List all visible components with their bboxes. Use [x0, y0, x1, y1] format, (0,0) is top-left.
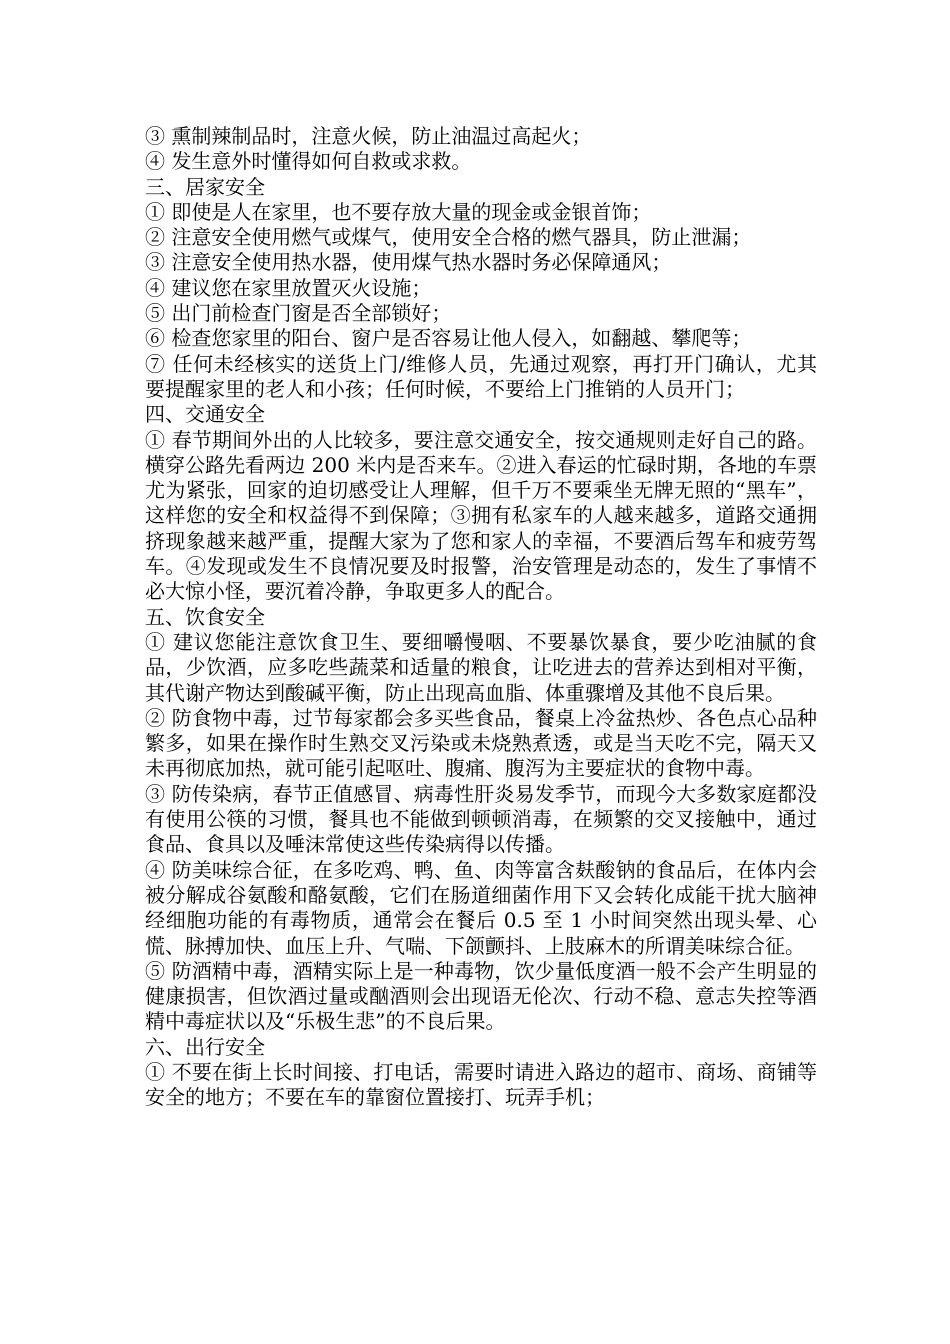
list-item-infectious-disease: ③ 防传染病，春节正值感冒、病毒性肝炎易发季节，而现今大多数家庭都没有使用公筷的习惯，餐具也不能做到顿顿消毒，在频繁的交叉接触中，通过食品、食具以及唾沫常使这些传染病得以传播。 — [145, 781, 817, 857]
list-item-water-heater: ③ 注意安全使用热水器，使用煤气热水器时务必保障通风； — [145, 250, 672, 275]
list-item-door-visitors: ⑦ 任何未经核实的送货上门/维修人员，先通过观察，再打开门确认，尤其要提醒家里的老人和小孩；任何时候，不要给上门推销的人员开门； — [145, 351, 817, 401]
list-item-msg-syndrome: ④ 防美味综合征，在多吃鸡、鸭、鱼、肉等富含麸酸钠的食品后，在体内会被分解成谷氨酸和酪氨酸，它们在肠道细菌作用下又会转化成能干扰大脑神经细胞功能的有毒物质，通常会在餐后 0.5 至 1 小时间突然出现头晕、心慌、脉搏加快、血压上升、气喘、下颌颤抖、上肢麻木的所谓美味综合征。 — [145, 857, 817, 958]
list-item-emergency-help: ④ 发生意外时懂得如何自救或求救。 — [145, 149, 472, 174]
list-item-alcohol-poisoning: ⑤ 防酒精中毒，酒精实际上是一种毒物，饮少量低度酒一般不会产生明显的健康损害，但饮酒过量或酗酒则会出现语无伦次、行动不稳、意志失控等酒精中毒症状以及“乐极生悲”的不良后果。 — [145, 958, 817, 1034]
paragraph-traffic-rules: ① 春节期间外出的人比较多，要注意交通安全，按交通规则走好自己的路。横穿公路先看两边 200 米内是否来车。②进入春运的忙碌时期，各地的车票尤为紧张，回家的迫切感受让人理解，但千万不要乘坐无牌无照的“黑车”，这样您的安全和权益得不到保障；③拥有私家车的人越来越多，道路交通拥挤现象越来越严重，提醒大家为了您和家人的幸福，不要酒后驾车和疲劳驾车。④发现或发生不良情况要及时报警，治安管理是动态的，发生了事情不必大惊小怪，要沉着冷静，争取更多人的配合。 — [145, 427, 817, 604]
document-body — [145, 124, 817, 1111]
list-item-diet-hygiene: ① 建议您能注意饮食卫生、要细嚼慢咽、不要暴饮暴食，要少吃油腻的食品，少饮酒，应多吃些蔬菜和适量的粮食，让吃进去的营养达到相对平衡，其代谢产物达到酸碱平衡，防止出现高血脂、体重骤增及其他不良后果。 — [145, 629, 817, 705]
list-item-cash-jewelry: ① 即使是人在家里，也不要存放大量的现金或金银首饰； — [145, 199, 652, 224]
section-heading-home-safety: 三、居家安全 — [145, 174, 265, 199]
list-item-food-poisoning: ② 防食物中毒，过节每家都会多买些食品，餐桌上冷盆热炒、各色点心品种繁多，如果在操作时生熟交叉污染或未烧熟煮透，或是当天吃不完，隔天又未再彻底加热，就可能引起呕吐、腹痛、腹泻为主要症状的食物中毒。 — [145, 705, 817, 781]
list-item-phone-safety: ① 不要在街上长时间接、打电话，需要时请进入路边的超市、商场、商铺等安全的地方；不要在车的靠窗位置接打、玩弄手机； — [145, 1059, 817, 1110]
list-item-cooking-fire: ③ 熏制辣制品时，注意火候，防止油温过高起火； — [145, 124, 592, 148]
section-heading-travel-safety: 六、出行安全 — [145, 1034, 265, 1059]
list-item-balcony-windows: ⑥ 检查您家里的阳台、窗户是否容易让他人侵入，如翻越、攀爬等； — [145, 326, 752, 351]
section-heading-traffic-safety: 四、交通安全 — [145, 402, 265, 427]
list-item-lock-doors: ⑤ 出门前检查门窗是否全部锁好； — [145, 301, 452, 326]
list-item-fire-extinguisher: ④ 建议您在家里放置灭火设施； — [145, 275, 432, 300]
section-heading-food-safety: 五、饮食安全 — [145, 604, 265, 629]
list-item-gas-safety: ② 注意安全使用燃气或煤气，使用安全合格的燃气器具，防止泄漏； — [145, 225, 752, 250]
